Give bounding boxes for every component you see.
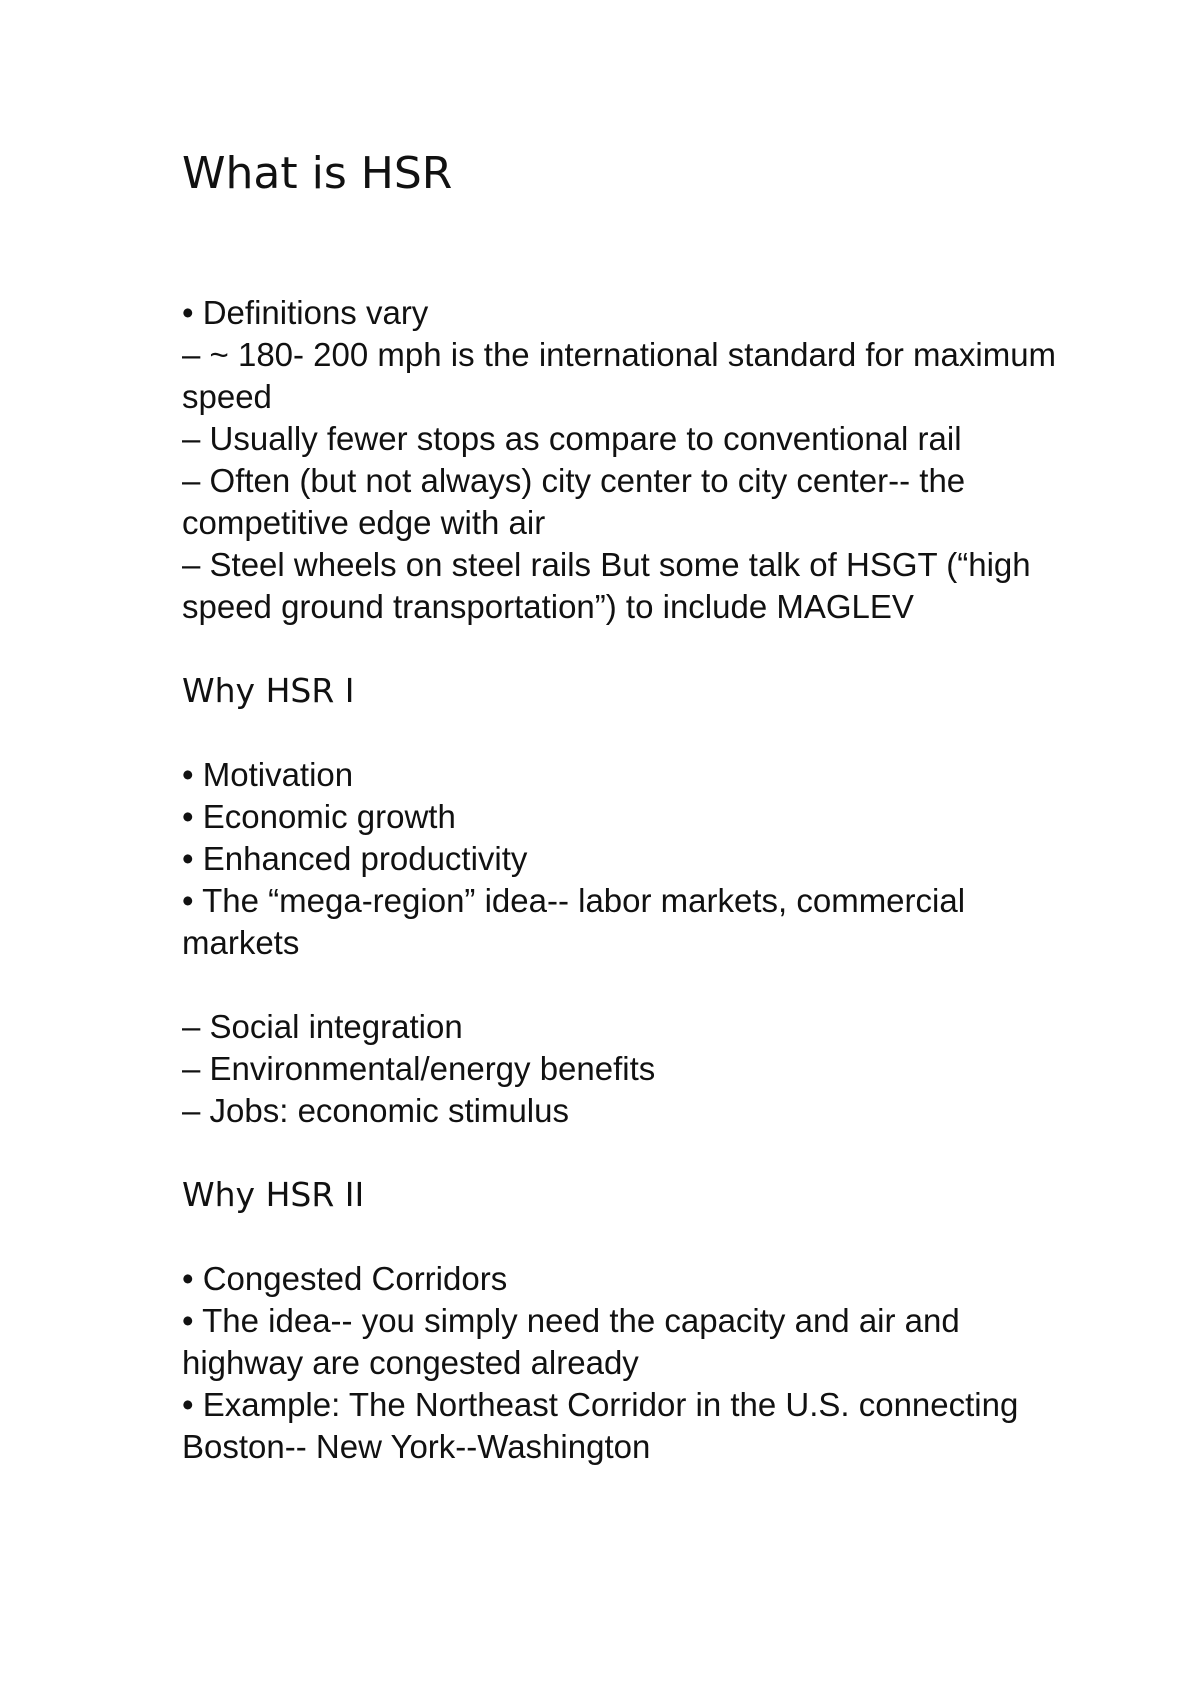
text-line: • The idea-- you simply need the capacity and air and highway are congested already [182,1302,960,1381]
text-line: – Usually fewer stops as compare to conventional rail [182,420,962,457]
text-line: • Congested Corridors [182,1260,508,1297]
section-why-hsr-ii-body [182,1258,1062,1468]
document-content [182,148,1062,1468]
section-what-is-hsr-body [182,292,1062,628]
text-line: • The “mega-region” idea-- labor markets, commercial markets [182,882,966,961]
section-title-why-hsr-ii: Why HSR II [182,1175,365,1214]
text-line: – Jobs: economic stimulus [182,1092,569,1129]
text-line: – ~ 180- 200 mph is the international standard for maximum speed [182,336,1057,415]
section-title-why-hsr-i: Why HSR I [182,671,355,710]
text-line: – Environmental/energy benefits [182,1050,656,1087]
text-line: • Definitions vary [182,294,429,331]
text-line: – Often (but not always) city center to city center-- the competitive edge with air [182,462,966,541]
paragraph-gap [182,964,1062,1006]
text-line: – Steel wheels on steel rails But some talk of HSGT (“high speed ground transportation”) to include MAGLEV [182,546,1031,625]
text-line: – Social integration [182,1008,463,1045]
section-why-hsr-i-body [182,754,1062,1132]
section-title-what-is-hsr: What is HSR [182,148,453,199]
text-line: • Economic growth [182,798,456,835]
text-line: • Enhanced productivity [182,840,528,877]
text-line: • Motivation [182,756,354,793]
text-line: • Example: The Northeast Corridor in the U.S. connecting Boston-- New York--Washington [182,1386,1019,1465]
